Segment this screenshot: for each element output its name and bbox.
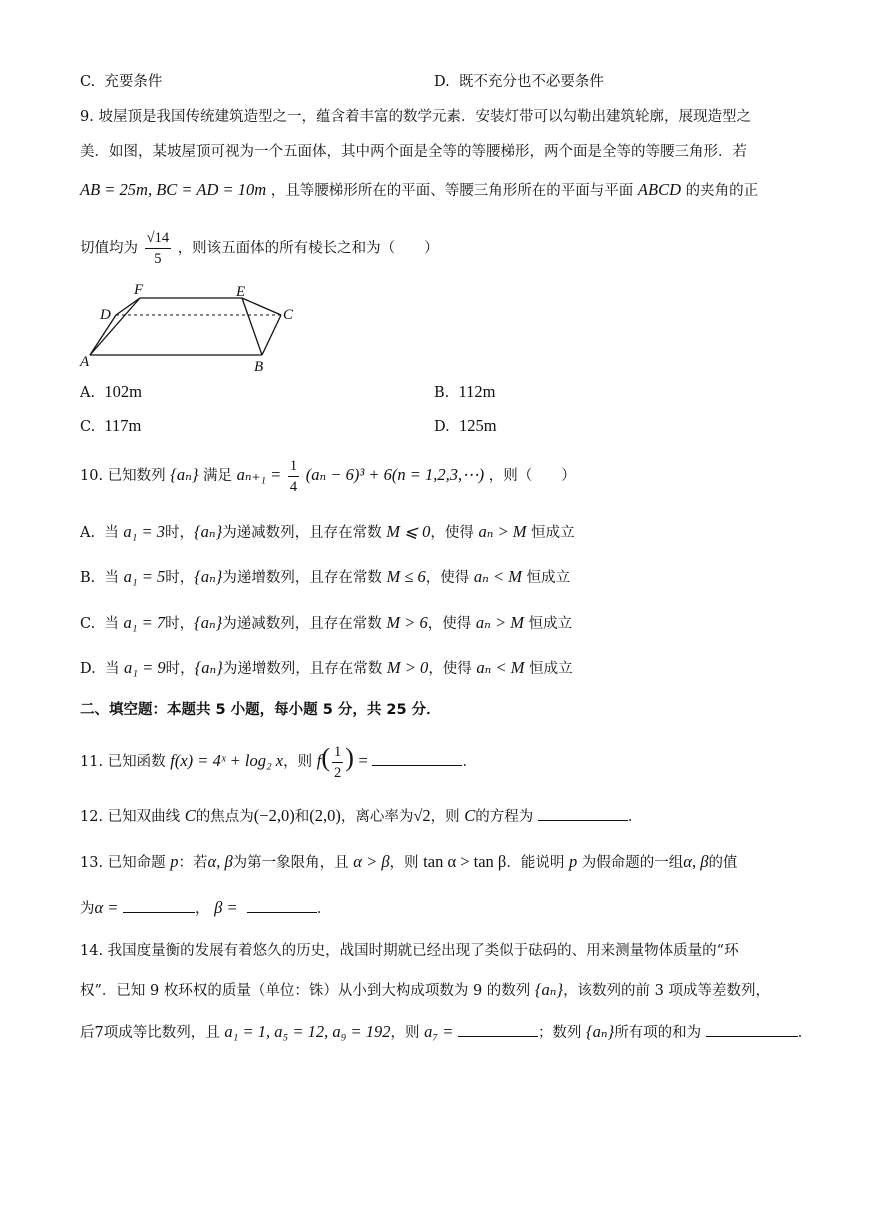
q13-t6: 的值 — [708, 855, 738, 871]
ineq: aₙ < M — [473, 567, 522, 586]
t: ，使得 — [430, 525, 474, 541]
q12-answer-blank[interactable] — [538, 806, 628, 821]
q10-seq: {aₙ} — [170, 465, 199, 484]
q13-alpha: α = — [94, 898, 119, 917]
option-text: 125m — [458, 416, 497, 435]
q14-line1: 14. 我国度量衡的发展有着悠久的历史，战国时期就已经出现了类似于砝码的、用来测量物体质量的“环 — [80, 943, 739, 959]
option-letter: D. — [80, 661, 96, 677]
fraction-denominator: 2 — [334, 764, 342, 781]
option-letter: D. — [434, 74, 450, 90]
q12-t3: ，离心率为 — [340, 809, 414, 825]
q12-focus1: (−2,0) — [253, 806, 295, 825]
q13-end: ． — [316, 901, 332, 917]
q10-mid: 满足 — [203, 468, 233, 484]
q12-end: ． — [627, 809, 643, 825]
option-text: 117m — [104, 416, 142, 435]
m: M > 6 — [386, 613, 428, 632]
q9-option-d — [434, 416, 497, 437]
t: ，使得 — [428, 661, 472, 677]
t: 为递减数列，且存在常数 — [222, 525, 382, 541]
q10-option-c — [80, 613, 572, 634]
option-letter: B. — [434, 385, 450, 401]
option-text: 112m — [458, 382, 496, 401]
q12-t1: 的焦点为 — [195, 809, 254, 825]
t: 当 — [104, 570, 119, 586]
q10-post: ，则（ ） — [488, 468, 576, 484]
q14-line2-b: ，该数列的前 3 项成等差数列， — [563, 983, 771, 999]
fraction-denominator: 4 — [289, 478, 298, 495]
q9-option-c — [80, 416, 141, 437]
q13-tan: tan α > tan β — [423, 852, 507, 871]
t: 时， — [165, 661, 195, 677]
fraction-denominator: 5 — [154, 251, 162, 267]
label-e: E — [236, 284, 246, 300]
t: ，使得 — [425, 570, 470, 586]
label-a: A — [80, 354, 90, 370]
q14-values: a₁ = 1, a₅ = 12, a₉ = 192 — [224, 1022, 391, 1041]
q14-a7-blank[interactable] — [458, 1022, 538, 1037]
q9-line4-post: ，则该五面体的所有棱长之和为（ ） — [177, 240, 439, 257]
q12-stem — [80, 806, 642, 827]
t: 当 — [104, 661, 120, 677]
fraction-numerator: 1 — [288, 456, 299, 477]
q11-stem — [80, 738, 477, 783]
fraction-numerator: √14 — [145, 228, 171, 249]
q12-pre: 12. 已知双曲线 — [80, 809, 181, 825]
q10-option-b — [80, 567, 570, 588]
q13-p: p — [170, 852, 179, 871]
seq: {aₙ} — [194, 522, 223, 541]
q13-line2-pre: 为 — [80, 901, 95, 917]
q13-t4: ．能说明 — [506, 855, 565, 871]
q14-a7: a₇ = — [424, 1022, 454, 1041]
cond: a₁ = 3 — [123, 522, 166, 541]
t: 时， — [165, 525, 195, 541]
q14-line2-a: 权”．已知 9 枚环权的质量（单位：铢）从小到大构成项数为 9 的数列 — [80, 983, 531, 999]
ineq: aₙ < M — [476, 658, 525, 677]
t: 当 — [104, 616, 119, 632]
q13-t1: ：若 — [178, 855, 208, 871]
q10-formula-rhs: (aₙ − 6)³ + 6(n = 1,2,3,⋯) — [305, 465, 485, 484]
q13-beta: β = — [214, 898, 238, 917]
q9-tangent-fraction — [145, 228, 171, 269]
left-paren: ( — [321, 743, 330, 772]
q9-option-a — [80, 382, 142, 403]
t: ，使得 — [427, 616, 472, 632]
q9-line3-tail: 的夹角的正 — [685, 183, 759, 199]
q14-line3-c: ；数列 — [537, 1025, 582, 1041]
q9-line1: 9. 坡屋顶是我国传统建筑造型之一，蕴含着丰富的数学元素．安装灯带可以勾勒出建筑轮廓，展现造型之 — [80, 109, 751, 125]
option-text: 既不充分也不必要条件 — [458, 74, 604, 90]
q9-line4 — [80, 228, 439, 269]
m: M ≤ 6 — [386, 567, 426, 586]
q10-option-d — [80, 658, 573, 679]
m: M ⩽ 0 — [386, 522, 431, 541]
q12-c1: C — [184, 806, 196, 825]
option-text: 充要条件 — [104, 74, 163, 90]
q13-line1 — [80, 852, 737, 873]
q14-end: ． — [797, 1025, 813, 1041]
cond: a₁ = 7 — [123, 613, 166, 632]
q13-t3: ，则 — [389, 855, 419, 871]
cond: a₁ = 5 — [123, 567, 166, 586]
q14-seq: {aₙ} — [534, 980, 564, 999]
edge-bc — [262, 315, 281, 355]
q10-option-a — [80, 522, 575, 543]
q10-fraction — [288, 456, 299, 497]
t: 时， — [165, 570, 195, 586]
q13-beta-blank[interactable] — [247, 898, 317, 913]
q13-pre: 13. 已知命题 — [80, 855, 166, 871]
q9-plane-abcd: ABCD — [637, 180, 681, 199]
seq: {aₙ} — [194, 613, 223, 632]
seq: {aₙ} — [194, 658, 223, 677]
q8-option-c — [80, 72, 162, 92]
t: 恒成立 — [526, 570, 571, 586]
q11-function: f(x) = 4ˣ + log₂ x — [170, 751, 284, 770]
q13-sep: ， — [195, 901, 210, 917]
t: 为递增数列，且存在常数 — [222, 570, 382, 586]
option-letter: A. — [80, 385, 96, 401]
q13-t5: 为假命题的一组 — [581, 855, 684, 871]
q11-mid: ，则 — [283, 754, 313, 770]
q13-alpha-blank[interactable] — [123, 898, 195, 913]
t: 时， — [165, 616, 195, 632]
t: 为递减数列，且存在常数 — [222, 616, 382, 632]
q14-line2 — [80, 980, 770, 1001]
label-c: C — [283, 307, 294, 323]
label-d: D — [100, 307, 111, 323]
q12-c2: C — [464, 806, 476, 825]
right-paren: ) — [345, 743, 354, 772]
q13-t2: 为第一象限角，且 — [232, 855, 349, 871]
t: 恒成立 — [531, 525, 575, 541]
q9-option-b — [434, 382, 495, 403]
q14-line3-d: 所有项的和为 — [614, 1025, 702, 1041]
q11-eq: = — [358, 751, 368, 770]
q12-t2: 和 — [294, 809, 310, 825]
q13-ab2: α, β — [683, 852, 709, 871]
label-b: B — [254, 359, 264, 375]
ineq: aₙ > M — [478, 522, 527, 541]
edge-af — [90, 298, 140, 355]
q14-line3 — [80, 1022, 812, 1043]
q9-line2: 美．如图，某坡屋顶可视为一个五面体，其中两个面是全等的等腰梯形，两个面是全等的等腰三角形．若 — [80, 144, 747, 160]
q14-line3-b: ，则 — [390, 1025, 420, 1041]
q14-line3-a: 后7项成等比数列，且 — [80, 1025, 220, 1041]
q13-cmp: α > β — [353, 852, 390, 871]
q11-f: f — [316, 751, 322, 770]
q12-focus2: (2,0) — [309, 806, 341, 825]
option-letter: C. — [80, 74, 96, 90]
q11-fraction — [332, 742, 343, 783]
seq: {aₙ} — [194, 567, 223, 586]
m: M > 0 — [386, 658, 429, 677]
section-heading: 二、填空题：本题共 5 小题，每小题 5 分，共 25 分． — [80, 702, 441, 718]
q12-ecc: √2 — [413, 806, 431, 825]
option-text: 102m — [104, 382, 142, 401]
cond: a₁ = 9 — [124, 658, 166, 677]
q13-line2 — [80, 898, 331, 919]
q11-pre: 11. 已知函数 — [80, 754, 166, 770]
q14-sum-blank[interactable] — [706, 1022, 798, 1037]
q11-answer-blank[interactable] — [372, 751, 462, 766]
ineq: aₙ > M — [475, 613, 524, 632]
fraction-numerator: 1 — [332, 742, 343, 763]
edge-ce — [242, 298, 281, 315]
label-f: F — [134, 282, 144, 298]
t: 恒成立 — [528, 616, 573, 632]
q14-seq2: {aₙ} — [586, 1022, 615, 1041]
q9-line4-pre: 切值均为 — [80, 240, 138, 257]
option-letter: C. — [80, 419, 96, 435]
q9-line3-text: ，且等腰梯形所在的平面、等腰三角形所在的平面与平面 — [270, 183, 634, 199]
q13-ab: α, β — [207, 852, 233, 871]
option-letter: D. — [434, 419, 450, 435]
q12-t5: 的方程为 — [475, 809, 534, 825]
t: 为递增数列，且存在常数 — [222, 661, 383, 677]
q13-p2: p — [568, 852, 578, 871]
q10-formula-lhs: aₙ₊₁ = — [236, 465, 282, 484]
q10-pre: 10. 已知数列 — [80, 468, 166, 484]
q9-line3 — [80, 180, 758, 201]
q11-end: ． — [462, 754, 477, 770]
option-letter: A. — [80, 525, 96, 541]
option-letter: B. — [80, 570, 96, 586]
t: 恒成立 — [529, 661, 573, 677]
option-letter: C. — [80, 616, 96, 632]
t: 当 — [104, 525, 119, 541]
q9-roof-figure — [78, 280, 303, 375]
q12-t4: ，则 — [430, 809, 460, 825]
q9-given-lengths: AB = 25m, BC = AD = 10m — [80, 180, 267, 199]
q10-stem — [80, 455, 576, 497]
edge-be — [242, 298, 262, 355]
q8-option-d — [434, 72, 604, 92]
